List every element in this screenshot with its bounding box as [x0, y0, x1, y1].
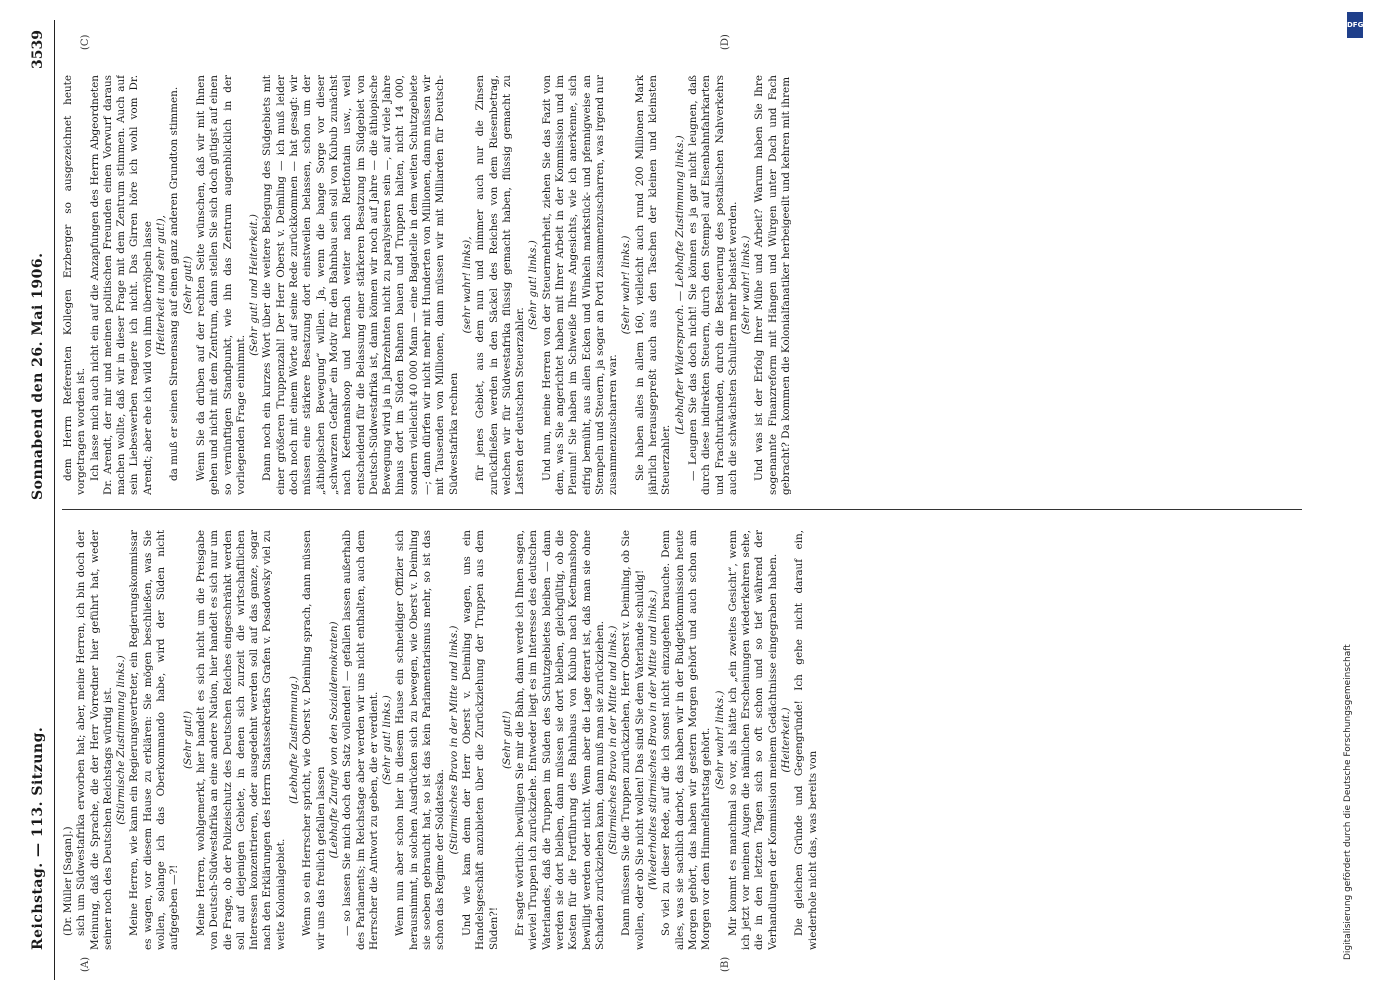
paragraph: dem Herrn Referenten Kollegen Erzberger so ausgezeichnet heute vorgetragen worden ist.: [62, 75, 88, 495]
interjection: (Lebhafter Widerspruch. — Lebhafte Zustimmung links.): [673, 135, 686, 435]
paragraph: Meine Herren, wie kann ein Regierungsvertreter, ein Regierungskommissar es wagen, vor diesem Hause zu erklären: Sie mögen beschließen, was Sie wollen, solange ich das Oberkommando habe, wird der Süden nicht aufgegeben —?!: [128, 530, 181, 950]
dfg-logo: DFG: [1347, 12, 1363, 38]
interjection: (Lebhafte Zustimmung.): [288, 676, 301, 804]
paragraph: (Dr. Müller [Sagan].): [62, 826, 74, 936]
interjection: (Sehr wahr! links.): [740, 235, 753, 335]
paragraph: Sie haben alles in allem 160, vielleicht auch rund 200 Millionen Mark jährlich herausgepreßt auch aus den Taschen der kleinen und kleinsten Steuerzahler.: [633, 75, 673, 495]
paragraph: Und was ist der Erfolg Ihrer Mühe und Arbeit? Warum haben Sie Ihre sogenannte Finanzreform mit Hängen und Würgen unter Dach und Fach gebracht? Da kommen die Kolonialfanatiker herbeigeeilt und kehren mit ihrem: [753, 75, 793, 495]
interjection: (Sehr gut! links.): [527, 240, 540, 330]
page-header: [20, 20, 55, 980]
margin-marker-c: (C): [80, 34, 91, 50]
margin-marker-a: (A): [80, 956, 91, 972]
text-column-left: [62, 530, 1302, 950]
paragraph: So viel zu dieser Rede, auf die ich sonst nicht einzugehen brauche. Denn alles, was sie sachlich darbot, das haben wir in der Budgetkommission heute Morgen gehört, das haben wir gestern Morgen gehört und auch schon am Morgen vor dem Himmelfahrtstag gehört.: [660, 530, 713, 950]
interjection: (Stürmisches Bravo in der Mitte und links.): [607, 625, 620, 855]
paragraph: Er sagte wörtlich: bewilligen Sie mir die Bahn, dann werde ich Ihnen sagen, wieviel Truppen ich zurückziehe. Entweder liegt es im Interesse des deutschen Vaterlandes, daß die Truppen im Süden des Schutzgebietes bleiben — dann werden sie dort bleiben, dann müssen sie dort bleiben, gleichgültig, ob die Kosten für die Fortführung des Bahnbaus von Kubub nach Keetmanshoop bewilligt werden oder nicht. Wenn aber die Lage derart ist, daß man sie ohne Schaden zurückziehen kann, dann muß man sie zurückziehen.: [514, 530, 606, 950]
paragraph: Mir kommt es manchmal so vor, als hätte ich „ein zweites Gesicht“, wenn ich jetzt vor meinen Augen die nämlichen Erscheinungen wiederkehren sehe, die in den letzten Tagen sich so oft schon und so tief während der Verhandlungen der Kommission meinem Gedächtnisse eingegraben haben.: [726, 530, 779, 950]
margin-marker-d: (D): [720, 34, 731, 50]
interjection: (Sehr wahr! links.): [620, 235, 633, 335]
interjection: (Sehr gut!): [500, 710, 513, 770]
paragraph: Meine Herren, wohlgemerkt, hier handelt es sich nicht um die Preisgabe von Deutsch-Südwestafrika an eine andere Nation, hier handelt es sich nur um die Frage, ob der Polizeischutz des Deutschen Reiches eingeschränkt werden soll auf diejenigen Gebiete, in denen sich zurzeit die wirtschaftlichen Interessen konzentrieren, oder ausgedehnt werden soll auf das ganze, sogar nach den Erklärungen des Herrn Staatssekretärs Grafen v. Posadowsky viel zu weite Kolonialgebiet.: [194, 530, 287, 950]
interjection: (Lebhafte Zurufe von den Sozialdemokraten): [327, 621, 340, 859]
digitization-credit: [1343, 21, 1383, 960]
paragraph: Und nun, meine Herren von der Steuermehrheit, ziehen Sie das Fazit von dem, was Sie angerichtet haben mit Ihrer Arbeit in der Kommission und im Plenum! Sie haben im Schweiße Ihres Angesichts, wie ich anerkenne, sich eifrig bemüht, aus allen Ecken und Winkeln markstück- und pfennigweise an Stempeln und Steuern, ja sogar an Porti zusammenzuscharren, was irgend nur zusammenzuscharren war.: [540, 75, 620, 495]
page-number: 3539: [30, 30, 46, 69]
header-date: Sonnabend den 26. Mai 1906.: [30, 252, 46, 500]
paragraph: Die gleichen Gründe und Gegengründe! Ich gehe nicht darauf ein, wiederhole nicht das, was bereits von: [793, 530, 819, 950]
paragraph: da muß er seinen Sirenensang auf einen ganz anderen Grundton stimmen.: [168, 86, 181, 481]
paragraph: für jenes Gebiet, aus dem nun und nimmer auch nur die Zinsen zurückfließen werden in den Säckel des Reiches von dem Riesenbetrag, welchen wir für Südwestafrika flüssig gemacht haben, flüssig gemacht zu Lasten der deutschen Steuerzahler.: [474, 75, 527, 495]
interjection: (Stürmisches Bravo in der Mitte und links.): [447, 625, 460, 855]
interjection: (Sehr gut! links.): [381, 695, 394, 785]
paragraph: sich um Südwestafrika erworben hat; aber, meine Herren, ich bin doch der Meinung, daß die Sprache, die der Herr Vorredner hier geführt hat, weder seiner noch des Deutschen Reichstags würdig ist.: [75, 530, 114, 950]
paragraph: Wenn Sie da drüben auf der rechten Seite wünschen, daß wir mit Ihnen gehen und nicht mit dem Zentrum, dann stellen Sie sich doch gütigst auf einen so vernünftigen Standpunkt, wie ihn das Zentrum augenblicklich in der vorliegenden Frage einnimmt.: [194, 75, 247, 495]
paragraph: — so lassen Sie mich doch den Satz vollenden! — gefallen lassen außerhalb des Parlaments; im Reichstage aber werden wir uns nicht enthalten, auch dem Herrscher die Antwort zu geben, die er verdient.: [341, 530, 380, 950]
paragraph: Dann müssen Sie die Truppen zurückziehen, Herr Oberst v. Deimling, ob Sie wollen, oder ob Sie nicht wollen! Das sind Sie dem Vaterlande schuldig!: [620, 530, 646, 950]
interjection: (Sehr gut! und Heiterkeit.): [248, 214, 261, 356]
interjection: (Sehr gut!): [181, 710, 194, 770]
rotated-page: [20, 20, 1310, 980]
interjection: (Sehr gut!): [181, 255, 194, 315]
interjection: (sehr wahr! links),: [460, 236, 473, 334]
paragraph: Wenn so ein Herrscher spricht, wie Oberst v. Deimling sprach, dann müssen wir uns das freilich gefallen lassen: [301, 530, 327, 950]
interjection: (Heiterkeit.): [780, 707, 793, 773]
column-divider: [62, 509, 1302, 510]
text-column-right: [62, 75, 1302, 495]
paragraph: Wenn nun aber schon hier in diesem Hause ein schneidiger Offizier sich herausnimmt, in solchen Ausdrücken sich zu bewegen, wie Oberst v. Deimling sie soeben gebraucht hat, so ist das kein Parlamentarismus mehr, so ist das schon das Regime der Soldateska.: [394, 530, 447, 950]
interjection: (Wiederholtes stürmisches Bravo in der Mitte und links.): [647, 589, 660, 891]
credit-text: Digitalisierung gefördert durch die Deutsche Forschungsgemeinschaft: [1343, 644, 1353, 960]
paragraph: — Leugnen Sie das doch nicht! Sie können es ja gar nicht leugnen, daß durch diese indirekten Steuern, durch den Stempel auf Eisenbahnfahrkarten und Frachturkunden, durch die Besteuerung des postalischen Nahverkehrs auch die schwächsten Schultern mehr belastet werden.: [686, 75, 739, 495]
margin-marker-b: (B): [720, 956, 731, 972]
paragraph: Und wie kam denn der Herr Oberst v. Deimling wagen, uns ein Handelsgeschäft anzubieten über die Zurückziehung der Truppen aus dem Süden?!: [460, 530, 500, 950]
interjection: (Sehr wahr! links.): [713, 690, 726, 790]
interjection: (Heiterkeit und sehr gut!),: [155, 215, 168, 355]
paragraph: Ich lasse mich auch nicht ein auf die Anzapfungen des Herrn Abgeordneten Dr. Arendt, der mir und meinen politischen Freunden einen Vorwurf daraus machen wollte, daß wir in dieser Frage mit dem Zentrum stimmen. Auch auf sein Liebeswerben reagiere ich nicht. Das Girren höre ich wohl vom Dr. Arendt; aber ehe ich wild von ihm überrölpeln lasse: [88, 75, 154, 495]
paragraph: Dann noch ein kurzes Wort über die weitere Belegung des Südgebiets mit einer größeren Truppenzahl! Der Herr Oberst v. Deimling — ich muß leider doch noch mit einem Worte auf seine Rede zurückkommen — hat gesagt: wir müssen eine stärkere Besatzung dort einstweilen belassen, schon um der „äthiopischen Bewegung“ willen. Ja, wenn die bange Sorge vor dieser „schwarzen Gefahr“ ein Motiv für den Bahnbau sein soll von Kubub zunächst nach Keetmanshoop und hernach weiter nach Rietfontain usw., weil entscheidend für die Belassung einer stärkeren Besatzung im Südgebiet von Deutsch-Südwestafrika ist, dann können wir noch auf Jahre — die äthiopische Bewegung wird ja in Jahrzehnten nicht zu paralysieren sein —, auf viele Jahre hinaus dort im Süden Bahnen bauen und Truppen halten, nicht 14 000, sondern vielleicht 40 000 Mann — eine Bagatelle in dem weiten Schutzgebiete —; dann dürfen wir nicht mehr mit Hunderten von Millionen, dann müssen wir mit Tausenden von Millionen, dann müssen wir mit Milliarden für Deutsch-Südwestafrika rechnen: [261, 75, 460, 495]
interjection: (Stürmische Zustimmung links.): [115, 655, 128, 825]
header-session: Reichstag. — 113. Sitzung.: [30, 726, 46, 950]
